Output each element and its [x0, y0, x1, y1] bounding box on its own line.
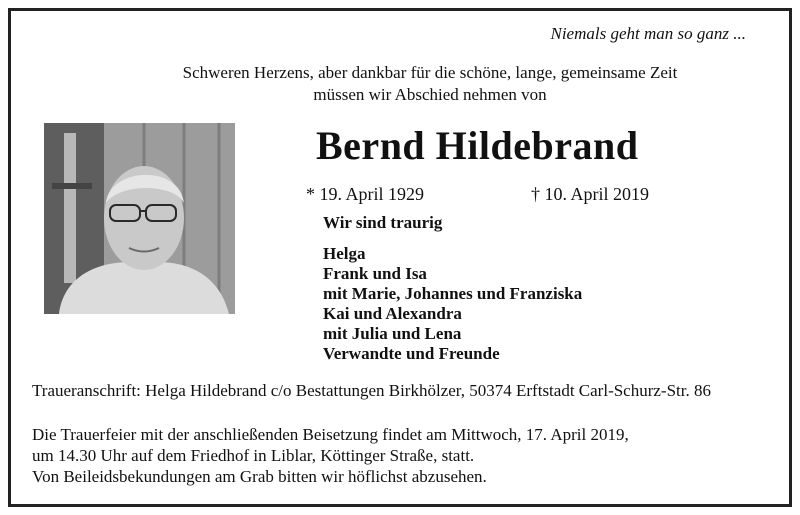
deceased-name: Bernd Hildebrand — [316, 123, 639, 168]
mourner-line: Kai und Alexandra — [323, 304, 462, 323]
notice-line-3: Von Beileidsbekundungen am Grab bitten wir höflichst abzusehen. — [32, 467, 487, 486]
intro-line-1: Schweren Herzens, aber dankbar für die schöne, lange, gemeinsame Zeit — [182, 63, 678, 82]
mourner-line: Frank und Isa — [323, 264, 427, 283]
motto: Niemals geht man so ganz ... — [550, 24, 746, 43]
birth-date: * 19. April 1929 — [306, 184, 425, 204]
mourners-list — [323, 244, 582, 364]
mourner-line: mit Julia und Lena — [323, 324, 462, 343]
portrait-photo — [44, 123, 235, 314]
mourner-line: mit Marie, Johannes und Franziska — [323, 284, 583, 303]
death-date: † 10. April 2019 — [531, 184, 650, 204]
funeral-notice — [32, 424, 629, 487]
mourner-line: Helga — [323, 244, 366, 263]
intro-text — [140, 62, 720, 106]
sad-line: Wir sind traurig — [323, 213, 443, 232]
notice-line-2: um 14.30 Uhr auf dem Friedhof in Liblar, Köttinger Straße, statt. — [32, 446, 475, 465]
mourner-line: Verwandte und Freunde — [323, 344, 500, 363]
portrait-image — [44, 123, 235, 314]
intro-line-2: müssen wir Abschied nehmen von — [313, 85, 547, 104]
mourning-address: Traueranschrift: Helga Hildebrand c/o Bestattungen Birkhölzer, 50374 Erftstadt Carl-Schurz-Str. 86 — [32, 381, 711, 400]
notice-line-1: Die Trauerfeier mit der anschließenden Beisetzung findet am Mittwoch, 17. April 2019, — [32, 425, 629, 444]
